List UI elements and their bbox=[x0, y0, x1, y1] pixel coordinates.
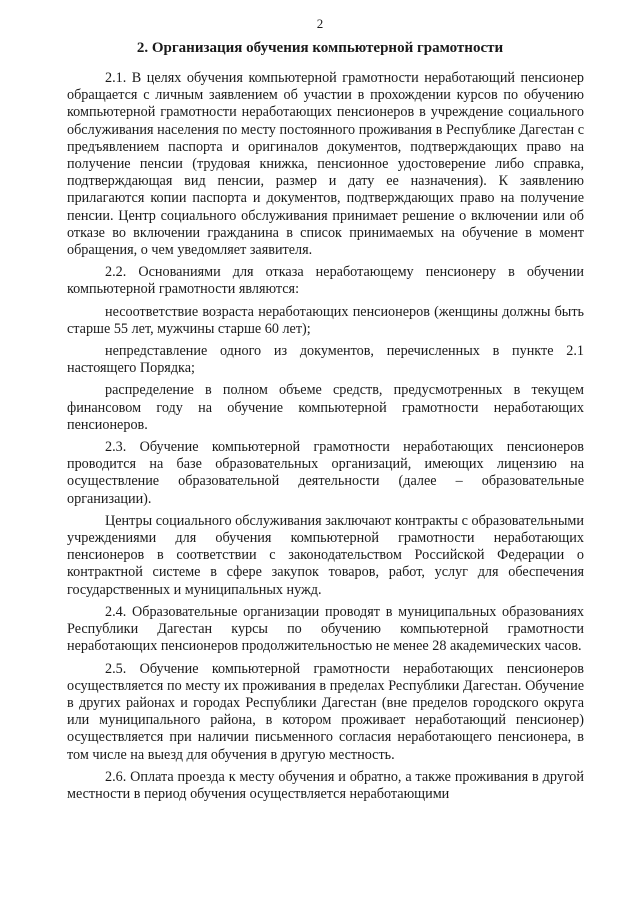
paragraph-2-2-item-age: несоответствие возраста неработающих пенсионеров (женщины должны быть старше 55 лет, мужчины старше 60 лет); bbox=[67, 303, 584, 337]
paragraph-2-2-item-documents: непредставление одного из документов, перечисленных в пункте 2.1 настоящего Порядка; bbox=[67, 343, 584, 377]
page-number: 2 bbox=[316, 16, 324, 31]
paragraph-2-2-item-funds: распределение в полном объеме средств, предусмотренных в текущем финансовом году на обучение компьютерной грамотности неработающих пенсионеров. bbox=[67, 382, 584, 433]
paragraph-2-5: 2.5. Обучение компьютерной грамотности неработающих пенсионеров осуществляется по месту их проживания в пределах Республики Дагестан. Обучение в других районах и городах Республики Дагестан (вне пределов городского округа или муниципального района, в котором проживает неработающий пенсионер) осуществляется при наличии письменного согласия неработающего пенсионера, в том числе на выезд для обучения в другую местность. bbox=[67, 660, 584, 763]
paragraph-2-6: 2.6. Оплата проезда к месту обучения и обратно, а также проживания в другой местности в период обучения осуществляется неработающими bbox=[67, 768, 584, 802]
paragraph-2-2: 2.2. Основаниями для отказа неработающему пенсионеру в обучении компьютерной грамотности являются: bbox=[67, 264, 584, 298]
document-body bbox=[67, 70, 584, 808]
paragraph-2-4: 2.4. Образовательные организации проводят в муниципальных образованиях Республики Дагестан курсы по обучению компьютерной грамотности неработающих пенсионеров продолжительностью не менее 28 академических часов. bbox=[67, 603, 584, 655]
paragraph-2-1: 2.1. В целях обучения компьютерной грамотности неработающий пенсионер обращается с личным заявлением об участии в прохождении курсов по обучению компьютерной грамотности неработающих пенсионеров в учреждение социального обслуживания населения по месту постоянного проживания в Республике Дагестан с предъявлением паспорта и оригиналов документов, подтверждающих право на получение пенсии (трудовая книжка, пенсионное удостоверение либо справка, подтверждающая вид пенсии, размер и дату ее назначения). К заявлению прилагаются копии паспорта и документов, подтверждающих право на получение пенсии. Центр социального обслуживания принимает решение о включении или об отказе во включении гражданина в список принимаемых на обучение в момент обращения, о чем уведомляет заявителя. bbox=[67, 70, 584, 259]
paragraph-2-3-contracts: Центры социального обслуживания заключают контракты с образовательными учреждениями для обучения компьютерной грамотности неработающих пенсионеров в соответствии с законодательством Российской Федерации о контрактной системе в сфере закупок товаров, работ, услуг для обеспечения государственных и муниципальных нужд. bbox=[67, 512, 584, 598]
section-title: 2. Организация обучения компьютерной грамотности bbox=[136, 40, 504, 56]
paragraph-2-3: 2.3. Обучение компьютерной грамотности неработающих пенсионеров проводится на базе образовательных организаций, имеющих лицензию на осуществление образовательной деятельности (далее – образовательные организации). bbox=[67, 439, 584, 507]
